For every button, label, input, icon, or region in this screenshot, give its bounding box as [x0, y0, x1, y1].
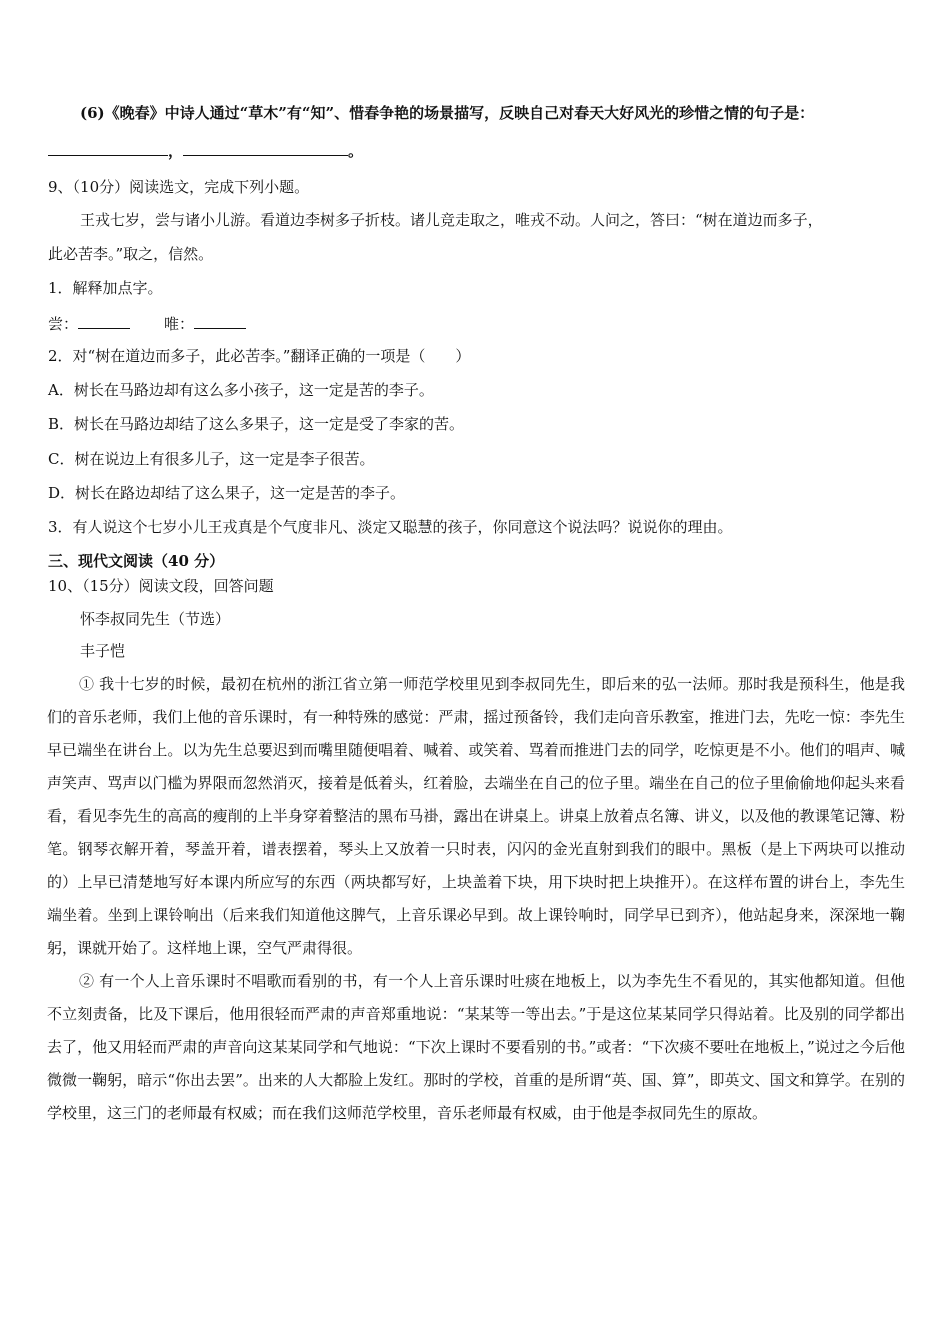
q10-heading: 10、（15分）阅读文段，回答问题	[48, 577, 274, 595]
q10-author: 丰子恺	[80, 642, 126, 660]
q9-sub1: 1．解释加点字。	[48, 279, 163, 297]
q9-sub3: 3．有人说这个七岁小儿王戎真是个气度非凡、淡定又聪慧的孩子，你同意这个说法吗？说说你的理由。	[48, 518, 733, 536]
q10-paragraph-1: ① 我十七岁的时候，最初在杭州的浙江省立第一师范学校里见到李叔同先生，即后来的弘一法师。那时我是预科生，他是我们的音乐老师，我们上他的音乐课时，有一种特殊的感觉：严肃，摇过预备铃，我们走向音乐教室，推进门去，先吃一惊：李先生早已端坐在讲台上。以为先生总要迟到而嘴里随便唱着、喊着、或笑着、骂着而推进门去的同学，吃惊更是不小。他们的唱声、喊声笑声、骂声以门槛为界限而忽然消灭，接着是低着头，红着脸，去端坐在自己的位子里。端坐在自己的位子里偷偷地仰起头来看看，看见李先生的高高的瘦削的上半身穿着整洁的黑布马褂，露出在讲桌上。讲桌上放着点名簿、讲义，以及他的教课笔记簿、粉笔。钢琴衣解开着，琴盖开着，谱表摆着，琴头上又放着一只时表，闪闪的金光直射到我们的眼中。黑板（是上下两块可以推动的）上早已清楚地写好本课内所应写的东西（两块都写好，上块盖着下块，用下块时把上块推开）。在这样布置的讲台上，李先生端坐着。坐到上课铃响出（后来我们知道他这脾气，上音乐课必早到。故上课铃响时，同学早已到齐），他站起身来，深深地一鞠躬，课就开始了。这样地上课，空气严肃得很。	[47, 675, 905, 957]
q9-option-c: C．树在说边上有很多儿子，这一定是李子很苦。	[48, 450, 375, 468]
section3-heading: 三、现代文阅读（40 分）	[48, 552, 225, 570]
q9-passage-line2: 此必苦李。”取之，信然。	[48, 245, 214, 263]
q10-passage	[47, 668, 905, 1130]
q9-heading: 9、（10分）阅读选文，完成下列小题。	[48, 178, 310, 196]
answer-blank[interactable]	[194, 313, 246, 329]
q9-sub2: 2．对“树在道边而多子，此必苦李。”翻译正确的一项是（ ）	[48, 347, 471, 365]
q9-option-b: B．树长在马路边却结了这么多果子，这一定是受了李家的苦。	[48, 415, 465, 433]
q9-passage-line1: 王戎七岁，尝与诸小儿游。看道边李树多子折枝。诸儿竞走取之，唯戎不动。人问之，答曰：“树在道边而多子，	[80, 211, 823, 229]
q6-question: (6)《晚春》中诗人通过“草木”有“知”、惜春争艳的场景描写，反映自己对春天大好风光的珍惜之情的句子是：	[80, 104, 815, 122]
q9-option-a: A．树长在马路边却有这么多小孩子，这一定是苦的李子。	[48, 381, 434, 399]
q9-sub1-answers: 尝： 唯：	[48, 313, 246, 334]
q10-title: 怀李叔同先生（节选）	[80, 610, 231, 628]
q9-option-d: D．树长在路边却结了这么果子，这一定是苦的李子。	[48, 484, 406, 502]
answer-blank[interactable]	[48, 140, 168, 156]
q10-paragraph-2: ② 有一个人上音乐课时不唱歌而看别的书，有一个人上音乐课时吐痰在地板上，以为李先生不看见的，其实他都知道。但他不立刻责备，比及下课后，他用很轻而严肃的声音郑重地说：“某某等一等出去。”于是这位某某同学只得站着。比及别的同学都出去了，他又用轻而严肃的声音向这某某同学和气地说：“下次上课时不要看别的书。”或者：“下次痰不要吐在地板上，”说过之今后他微微一鞠躬，暗示“你出去罢”。出来的人大都脸上发红。那时的学校，首重的是所谓“英、国、算”，即英文、国文和算学。在别的学校里，这三门的老师最有权威；而在我们这师范学校里，音乐老师最有权威，由于他是李叔同先生的原故。	[47, 972, 905, 1122]
answer-blank[interactable]	[78, 313, 130, 329]
answer-blank[interactable]	[183, 140, 348, 156]
q6-answer-line: ， 。	[48, 140, 363, 161]
